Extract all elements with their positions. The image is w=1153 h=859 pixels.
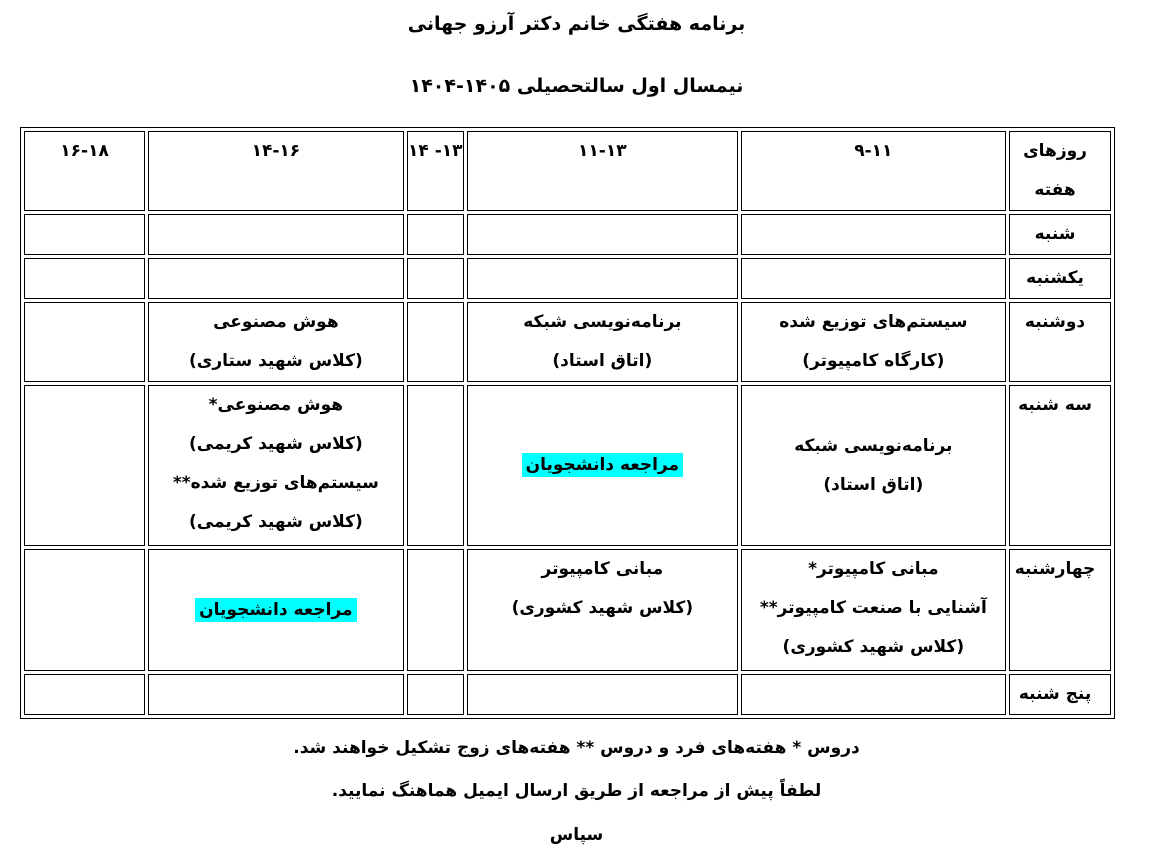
slot-cell <box>407 214 465 255</box>
slot-cell <box>467 674 738 715</box>
course-name: سیستم‌های توزیع شده** <box>172 473 379 493</box>
slot-cell <box>741 549 1006 671</box>
table-row-sunday <box>24 258 1111 299</box>
slot-cell <box>407 674 465 715</box>
header-slot-13-14 <box>407 131 465 211</box>
day-cell: سه شنبه <box>1009 385 1111 546</box>
course-room: (اتاق استاد) <box>823 474 924 495</box>
slot-cell <box>148 258 403 299</box>
slot-cell <box>407 258 465 299</box>
slot-cell <box>24 214 145 255</box>
slot-cell <box>407 302 465 382</box>
header-slot-16-18 <box>24 131 145 211</box>
table-row-monday <box>24 302 1111 382</box>
course-name: برنامه‌نویسی شبکه <box>794 435 953 456</box>
header-slot-label: ۱۶-۱۸ <box>60 141 109 161</box>
day-cell: دوشنبه <box>1009 302 1111 382</box>
table-row-saturday <box>24 214 1111 255</box>
header-slot-14-16 <box>148 131 403 211</box>
slot-cell <box>741 258 1006 299</box>
header-days-cell <box>1009 131 1111 211</box>
course-room: (کارگاه کامپیوتر) <box>802 351 945 371</box>
slot-cell <box>467 385 738 546</box>
header-slot-11-13 <box>467 131 738 211</box>
note-email-coordination: لطفاً پیش از مراجعه از طریق ارسال ایمیل هماهنگ نمایید. <box>331 781 822 801</box>
office-hours-highlight: مراجعه دانشجویان <box>522 453 683 477</box>
header-slot-label: ۱۴-۱۶ <box>251 141 301 161</box>
slot-cell <box>467 302 738 382</box>
slot-cell <box>24 674 145 715</box>
course-name: مبانی کامپیوتر* <box>808 559 939 579</box>
slot-cell <box>741 302 1006 382</box>
course-name: سیستم‌های توزیع شده <box>779 312 968 332</box>
course-room: (اتاق استاد) <box>552 351 653 371</box>
day-cell: چهارشنبه <box>1009 549 1111 671</box>
slot-cell <box>467 549 738 671</box>
slot-cell <box>24 302 145 382</box>
course-room: (کلاس شهید ستاری) <box>188 351 363 371</box>
header-slot-label: ۹-۱۱ <box>854 141 893 161</box>
slot-cell <box>407 385 465 546</box>
course-name: مبانی کامپیوتر <box>541 559 664 579</box>
header-slot-label: ۱۱-۱۳ <box>578 141 627 161</box>
slot-cell <box>467 258 738 299</box>
slot-cell <box>24 549 145 671</box>
slot-cell <box>24 385 145 546</box>
slot-cell <box>467 214 738 255</box>
weekly-schedule-table <box>20 127 1115 719</box>
table-row-tuesday <box>24 385 1111 546</box>
note-odd-even-weeks: دروس * هفته‌های فرد و دروس ** هفته‌های زوج تشکیل خواهند شد. <box>293 738 860 758</box>
header-slot-9-11 <box>741 131 1006 211</box>
slot-cell <box>741 385 1006 546</box>
course-name: آشنایی با صنعت کامپیوتر** <box>759 598 987 618</box>
slot-cell <box>407 549 465 671</box>
slot-cell <box>148 302 403 382</box>
slot-cell <box>741 214 1006 255</box>
table-row-wednesday <box>24 549 1111 671</box>
slot-cell <box>148 674 403 715</box>
day-cell: پنج شنبه <box>1009 674 1111 715</box>
header-days-label: روزهای هفته <box>1023 141 1087 200</box>
header-slot-label: ۱۳- ۱۴ <box>408 141 463 161</box>
slot-cell <box>148 385 403 546</box>
page-subtitle: نیمسال اول سالتحصیلی ۱۴۰۵-۱۴۰۴ <box>409 75 744 97</box>
course-room: (کلاس شهید کشوری) <box>782 637 965 657</box>
slot-cell <box>24 258 145 299</box>
course-name: هوش مصنوعی* <box>208 395 344 415</box>
day-cell: یکشنبه <box>1009 258 1111 299</box>
slot-cell <box>148 214 403 255</box>
note-thanks: سپاس <box>549 825 604 845</box>
course-room: (کلاس شهید کشوری) <box>511 598 694 618</box>
page-title: برنامه هفتگی خانم دکتر آرزو جهانی <box>407 13 746 35</box>
course-room: (کلاس شهید کریمی) <box>188 512 363 532</box>
table-row-thursday <box>24 674 1111 715</box>
slot-cell <box>741 674 1006 715</box>
header-row <box>24 131 1111 211</box>
slot-cell <box>148 549 403 671</box>
course-room: (کلاس شهید کریمی) <box>188 434 363 454</box>
course-name: هوش مصنوعی <box>213 312 339 332</box>
office-hours-highlight: مراجعه دانشجویان <box>195 598 356 622</box>
day-cell: شنبه <box>1009 214 1111 255</box>
course-name: برنامه‌نویسی شبکه <box>523 312 682 332</box>
